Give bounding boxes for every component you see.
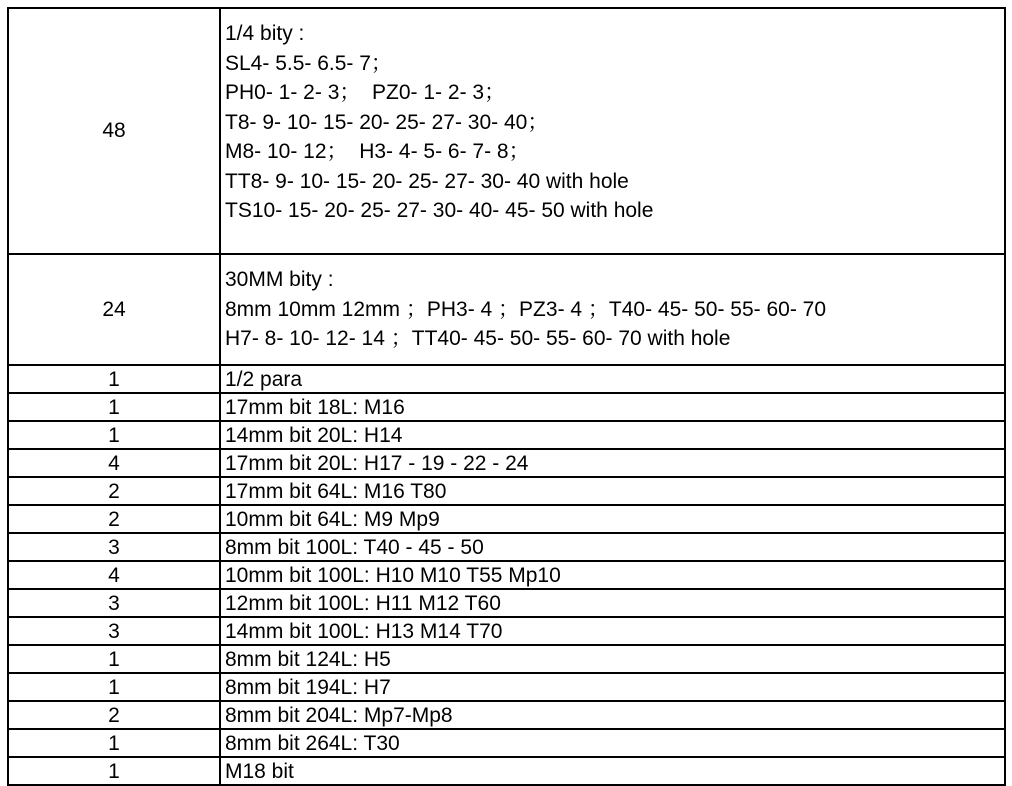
table-row [8,729,1005,757]
quantity-cell: 4 [8,449,220,477]
description-cell: 8mm bit 264L: T30 [220,729,1005,757]
table-row [8,365,1005,393]
table-row [8,449,1005,477]
description-cell: 17mm bit 20L: H17 - 19 - 22 - 24 [220,449,1005,477]
description-line: 8mm 10mm 12mm ；PH3- 4 ；PZ3- 4 ；T40- 45- 50- 55- 60- 70 [225,297,827,321]
quantity-cell: 4 [8,561,220,589]
description-cell: 14mm bit 20L: H14 [220,421,1005,449]
quantity-cell: 2 [8,477,220,505]
quantity-cell: 2 [8,701,220,729]
quantity-cell: 1 [8,673,220,701]
description-cell: 17mm bit 18L: M16 [220,393,1005,421]
table-row [8,701,1005,729]
description-line: TT8- 9- 10- 15- 20- 25- 27- 30- 40 with hole [225,169,629,193]
description-line: T8- 9- 10- 15- 20- 25- 27- 30- 40； [225,110,549,134]
description-cell: M18 bit [220,757,1005,785]
table-row [8,617,1005,645]
quantity-cell: 1 [8,729,220,757]
table-row [8,254,1005,365]
quantity-cell: 24 [8,254,220,365]
description-cell: 8mm bit 100L: T40 - 45 - 50 [220,533,1005,561]
quantity-cell: 2 [8,505,220,533]
description-cell [220,254,1005,365]
description-cell: 8mm bit 194L: H7 [220,673,1005,701]
description-cell: 12mm bit 100L: H11 M12 T60 [220,589,1005,617]
table-row [8,8,1005,254]
quantity-cell: 3 [8,589,220,617]
description-cell: 8mm bit 204L: Mp7-Mp8 [220,701,1005,729]
description-cell [220,8,1005,254]
quantity-cell: 1 [8,393,220,421]
table-row [8,561,1005,589]
description-cell: 1/2 para [220,365,1005,393]
table-row [8,421,1005,449]
description-cell: 8mm bit 124L: H5 [220,645,1005,673]
description-line: 1/4 bity : [225,22,305,45]
description-line: H7- 8- 10- 12- 14 ；TT40- 45- 50- 55- 60- 70 with hole [225,327,731,350]
description-cell: 17mm bit 64L: M16 T80 [220,477,1005,505]
quantity-cell: 1 [8,645,220,673]
description-cell: 14mm bit 100L: H13 M14 T70 [220,617,1005,645]
description-line: 30MM bity : [225,268,334,291]
table-row [8,505,1005,533]
quantity-cell: 3 [8,617,220,645]
table-row [8,393,1005,421]
table-row [8,533,1005,561]
quantity-cell: 48 [8,8,220,254]
quantity-cell: 3 [8,533,220,561]
description-cell: 10mm bit 64L: M9 Mp9 [220,505,1005,533]
table-row [8,589,1005,617]
quantity-cell: 1 [8,365,220,393]
description-line: SL4- 5.5- 6.5- 7； [225,51,392,75]
quantity-cell: 1 [8,757,220,785]
table-row [8,757,1005,785]
table-row [8,645,1005,673]
description-cell: 10mm bit 100L: H10 M10 T55 Mp10 [220,561,1005,589]
parts-table [7,7,1006,786]
quantity-cell: 1 [8,421,220,449]
table-row [8,477,1005,505]
description-line: M8- 10- 12； H3- 4- 5- 6- 7- 8； [225,140,530,163]
table-row [8,673,1005,701]
description-line: PH0- 1- 2- 3； PZ0- 1- 2- 3； [225,81,506,104]
description-line: TS10- 15- 20- 25- 27- 30- 40- 45- 50 with hole [225,199,654,222]
